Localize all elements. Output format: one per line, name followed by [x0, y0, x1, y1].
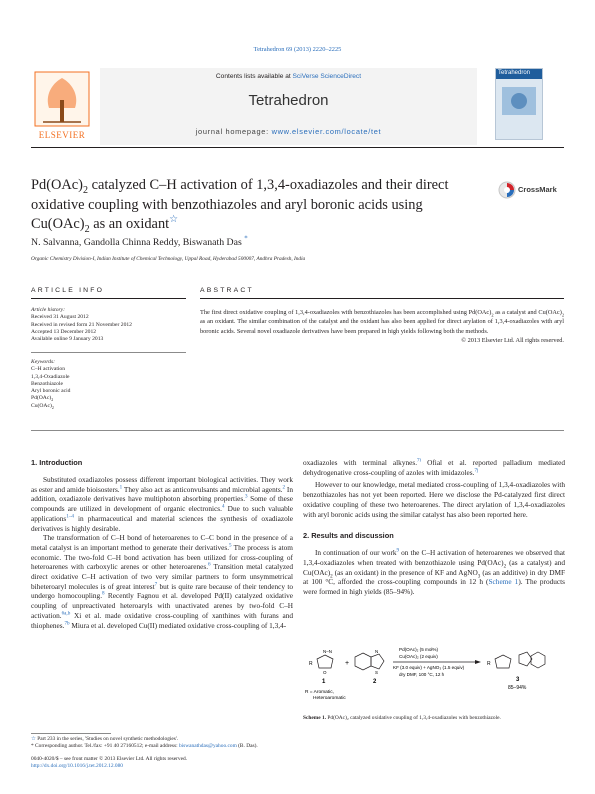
compound-1-label: 1 — [322, 679, 326, 685]
yield-range: 85–94% — [508, 685, 527, 691]
intro-paragraph-1: Substituted oxadiazoles possess different important biological activities. They work as ester and amide bioisosters.$^1$ They also act as anticonvulsants and microbial agents.$^2$ In addition, oxadiazole derivatives have multiphoton absorbing properties.$^3$ Some of these compounds are utilized in development of organic electronics.$^4$ Due to such valuable applications$^{1-4}$ in pharmaceutical and material sciences the synthesis of oxadiazole derivatives is highly desirable. — [31, 475, 294, 533]
journal-name: Tetrahedron — [248, 92, 329, 109]
svg-text:R: R — [487, 661, 491, 667]
svg-text:Pd(OAc)₂ (5 mol%): Pd(OAc)₂ (5 mol%) — [399, 647, 439, 652]
abstract-text: The first direct oxidative coupling of 1,3,4-oxadiazoles with benzothiazoles has been accomplished using $Pd(OAc)_2$ as a catalyst and $Cu(OAc)_2$ as an oxidant. The similar combination of the catalyst and the oxidant has also been applied for direct arylation of 1,3,4-oxadiazoles with aryl boronic acids. Several novel oxadiazole derivatives have been prepared in high yields following both the methods. © 2013 Elsevier Ltd. All rights reserved. — [200, 309, 565, 345]
compound-2-label: 2 — [373, 679, 377, 685]
article-history: Article history: Received 31 August 2012 Received in revised form 21 November 2012 Accepted 13 December 2012 Available online 9 January 2013 — [31, 307, 132, 343]
crossmark-icon — [498, 181, 516, 199]
svg-text:+: + — [345, 660, 350, 667]
svg-text:Cu(OAc)₂ (2 equiv): Cu(OAc)₂ (2 equiv) — [399, 654, 438, 659]
author-list: N. Salvanna, Gandolla Chinna Reddy, Biswanath Das * — [31, 235, 248, 248]
cover-title: Tetrahedron — [498, 70, 531, 76]
scheme-caption: Scheme 1. Pd(OAc)₂ catalyzed oxidative coupling of 1,3,4-oxadiazoles with benzothiazole. — [303, 715, 501, 721]
crossmark-label: CrossMark — [518, 185, 557, 194]
results-heading: 2. Results and discussion — [303, 531, 394, 541]
compound-3-label: 3 — [516, 677, 520, 683]
introduction-heading: 1. Introduction — [31, 458, 83, 467]
product-structure — [495, 652, 545, 668]
journal-cover-thumbnail — [495, 68, 543, 140]
info-divider — [31, 352, 186, 353]
svg-text:S: S — [375, 670, 379, 675]
abstract-bottom-rule — [31, 430, 564, 431]
right-column — [303, 458, 565, 597]
right-paragraph-1: oxadiazoles with terminal alkynes.$^{7i}$ Ofial et al. reported palladium mediated dehydrogenative cross-coupling of azoles with imidazoles.$^{7j}$ — [303, 457, 565, 477]
homepage-link[interactable]: www.elsevier.com/locate/tet — [271, 127, 382, 136]
results-paragraph-1: In continuation of our work$^9$ on the C–H activation of heteroarenes we observed that 1,3,4-oxadiazoles when treated with benzothiazole using $Pd(OAc)_2$ (as a catalyst) and $Cu(OAc)_2$ (as an oxidant) in the presence of KF and AgNO$_3$ (as an additive) in dry DMF at 100 °C, afforded the cross-coupling compounds in 12 h (Scheme 1). The products were formed in high yields (85–94%). — [303, 547, 566, 597]
svg-text:O: O — [323, 670, 327, 675]
corresponding-author-mark[interactable]: * — [244, 235, 248, 243]
journal-homepage: journal homepage: www.elsevier.com/locate/tet — [195, 127, 382, 136]
crossmark-button[interactable] — [498, 181, 558, 199]
cover-image-icon — [502, 87, 536, 115]
scheme-1-figure — [303, 643, 565, 703]
author-email-link[interactable]: biswanathdas@yahoo.com — [178, 743, 237, 750]
publisher-name: ELSEVIER — [38, 130, 86, 140]
svg-text:N–N: N–N — [323, 649, 333, 654]
svg-text:N: N — [375, 649, 379, 654]
article-info-label: ARTICLE INFO — [31, 287, 105, 294]
abstract-copyright: © 2013 Elsevier Ltd. All rights reserved. — [461, 337, 564, 345]
svg-text:dry DMF, 100 °C, 12 h: dry DMF, 100 °C, 12 h — [399, 672, 445, 677]
abstract-rule — [200, 298, 564, 299]
sciencedirect-link[interactable]: SciVerse ScienceDirect — [292, 73, 362, 80]
abstract-label: ABSTRACT — [200, 287, 254, 294]
svg-text:R = Aromatic,: R = Aromatic, — [305, 690, 334, 695]
elsevier-logo — [31, 70, 93, 146]
left-column — [31, 458, 293, 630]
keywords: Keywords: C–H activation 1,3,4-Oxadiazole Benzothiazole Aryl boronic acid $Pd(OAc)_2$ $Cu(OAc)_2$ — [31, 359, 71, 410]
svg-text:R: R — [309, 661, 313, 667]
right-paragraph-2: However to our knowledge, metal mediated cross-coupling of 1,3,4-oxadiazoles with benzothiazoles has not yet been reported. Here we disclose the Pd-catalyzed first direct oxidative coupling of these two heteroarenes. The direct arylation of 1,3,4-oxadiazoles with aryl boronic acids using the similar catalyst has also been reported here. — [303, 480, 565, 519]
oxadiazole-structure — [317, 655, 333, 668]
header-rule — [31, 147, 564, 148]
doi-link[interactable]: http://dx.doi.org/10.1016/j.tet.2012.12.080 — [31, 763, 123, 770]
svg-text:KF (3.0 equiv) + AgNO₃ (1.5 eq: KF (3.0 equiv) + AgNO₃ (1.5 equiv) — [393, 665, 465, 670]
scheme-1-link[interactable]: Scheme 1 — [488, 577, 519, 587]
article-title: $Pd(OAc)_2$ catalyzed C–H activation of 1,3,4-oxadiazoles and their direct oxidative coupling with benzothiazoles and aryl boronic acids using $Cu(OAc)_2$ as an oxidant☆ — [31, 177, 449, 235]
affiliation: Organic Chemistry Division-I, Indian Institute of Chemical Technology, Uppal Road, Hyderabad 500007, Andhra Pradesh, India — [31, 256, 306, 262]
journal-citation[interactable]: Tetrahedron 69 (2013) 2220–2225 — [253, 46, 342, 53]
benzothiazole-structure — [355, 653, 384, 670]
footnotes: ☆ Part 233 in the series, 'Studies on novel synthetic methodologies'. * Corresponding author. Tel./fax: +91 40 27160512; e-mail address: biswanathdas@yahoo.com (B. Das). 0040-4020/$ – see front matter © 2013 Elsevier Ltd. All rights reserved. http://dx.doi.org/10.1016/j.tet.2012.12.080 — [31, 736, 293, 771]
contents-line: Contents lists available at SciVerse ScienceDirect — [215, 73, 362, 80]
svg-text:Heteroaromatic: Heteroaromatic — [313, 696, 346, 701]
title-footnote-mark[interactable]: ☆ — [169, 214, 179, 226]
intro-paragraph-2: The transformation of C–H bond of heteroarenes to C–C bond in the presence of a metal catalyst is an important method to generate their derivatives.$^5$ The process is atom economic. The two-fold C–H bond activation has been utilized for cross-coupling of heteroarenes with carboxylic arenes or other heteroarenes.$^6$ Transition metal catalyzed direct oxidative C–H activation of two very similar partners to form unsymmetrical biheteroaryl molecules is of great interest$^7$ but is quite rare because of their tendency to undergo homocoupling.$^8$ Recently Fagnou et al. developed Pd(II) catalyzed oxidative coupling of unpreactivated heteroaryls with unactivated arenes by two-fold C–H activation.$^{6a,b}$ Xi et al. made oxidative cross-coupling of xanthines with furans and thiophenes.$^{7b}$ Miura et al. developed Cu(II) mediated oxidative cross-coupling of 1,3,4- — [31, 533, 294, 630]
footnote-rule — [31, 733, 111, 734]
article-info-rule — [31, 298, 186, 299]
